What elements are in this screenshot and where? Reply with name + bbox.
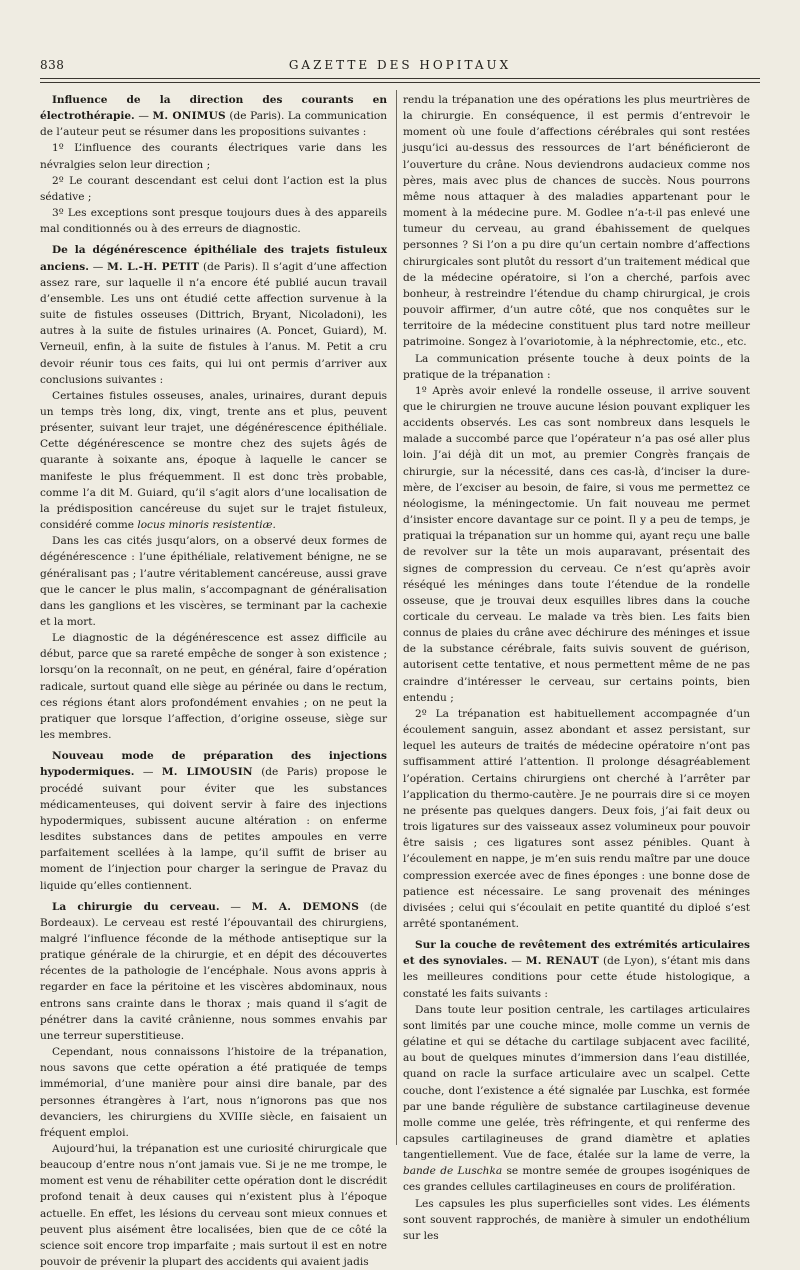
author-name: M. LIMOUSIN bbox=[161, 766, 253, 779]
section-heading: Sur la couche de revêtement des extrémités articulaires et des synoviales. bbox=[403, 939, 750, 968]
section-text: (de Bordeaux). Le cerveau est resté l’épouvantail des chirurgiens, malgré l’influence féconde de la méthode antiseptique sur la pratique générale de la chirurgie, et en dépit des découvertes récentes de la pathologie de l’encéphale. Nous avons appris à regarder en face la péritoine et les viscères abdominaux, nous entrons sans crainte dans le thorax ; mais quand il s’agit de pénétrer dans la cavité crânienne, nous sommes envahis par une terreur superstitieuse. bbox=[40, 900, 387, 1042]
running-title: GAZETTE DES HOPITAUX bbox=[288, 58, 512, 72]
page-header bbox=[40, 58, 760, 78]
header-rule bbox=[40, 78, 760, 79]
paragraph: Aujourd’hui, la trépanation est une curiosité chirurgicale que beaucoup d’entre nous n’ont jamais vue. Si je ne me trompe, le moment est venu de réhabiliter cette opération dont le discrédit profond tenait à deux causes qui n’existent plus à l’époque actuelle. En effet, les lésions du cerveau sont mieux connues et peuvent plus aisément être localisées, bien que de ce côté la science soit encore trop imparfaite ; mais surtout il est en notre pouvoir de prévenir la plupart des accidents qui avaient jadis bbox=[40, 1143, 387, 1269]
section-heading: De la dégénérescence épithéliale des trajets fistuleux anciens. bbox=[40, 244, 387, 273]
paragraph-continued: rendu la trépanation une des opérations les plus meurtrières de la chirurgie. En conséquence, il est permis d’entrevoir le moment où une foule d’affections cérébrales qui sont restées jusqu’ici au-dessus des ressources de l’art bénéficieront de l’ouverture du crâne. Nous deviendrons audacieux comme nos pères, mais avec plus de chances de succès. Nous pourrons même nous attaquer à des maladies appartenant pour le moment à la médecine pure. M. Godlee n’a-t-il pas enlevé une tumeur du cerveau, au grand ébahissement de quelques personnes ? Si l’on a pu dire qu’un certain nombre d’affections chirurgicales sont plutôt du ressort d’un traitement médical que de la médecine opératoire, si l’on a cherché, parfois avec bonheur, à restreindre l’étendue du champ chirurgical, je crois pouvoir affirmer, d’un autre côté, que nos conquêtes sur le territoire de la médecine constituent plus tard notre meilleur patrimoine. Songez à l’ovariotomie, à la néphrectomie, etc., etc. bbox=[403, 94, 750, 349]
right-column bbox=[403, 92, 751, 1242]
dash: — bbox=[134, 766, 162, 779]
paragraph: 2º Le courant descendant est celui dont l’action est la plus sédative ; bbox=[40, 174, 387, 203]
paragraph: 1º Après avoir enlevé la rondelle osseuse, il arrive souvent que le chirurgien ne trouve aucune lésion pouvant expliquer les accidents observés. Les cas sont nombreux dans lesquels le malade a succombé parce que l’opérateur n’a pas osé aller plus loin. J’ai déjà dit un mot, au premier Congrès français de chirurgie, sur la nécessité, dans ces cas-là, d’inciser la dure-mère, de l’exciser au besoin, de faire, si vous me permettez ce néologisme, la méningectomie. Un fait nouveau me permet d’insister encore davantage sur ce point. Il y a peu de temps, je pratiquai la trépanation sur un homme qui, ayant reçu une balle de revolver sur la tête un mois auparavant, présentait des signes de compression du cerveau. Ce n’est qu’après avoir réséqué les méninges dans toute l’étendue de la rondelle osseuse, que je trouvai deux esquilles libres dans la couche corticale du cerveau. Le malade va très bien. Les faits bien connus de plaies du crâne avec déchirure des méninges et issue de la substance cérébrale, faits suivis souvent de guérison, autorisent cette tentative, et nous permettent même de ne pas craindre d’intéresser le cerveau, sur certains points, bien entendu ; bbox=[403, 384, 750, 704]
section-onimus bbox=[40, 92, 387, 140]
section-text: (de Lyon), s’étant mis dans les meilleures conditions pour cette étude histologique, a constaté les faits suivants : bbox=[403, 955, 751, 1000]
paragraph: Dans les cas cités jusqu’alors, on a observé deux formes de dégénérescence : l’une épithéliale, relativement bénigne, ne se généralisant pas ; l’autre véritablement cancéreuse, aussi grave que le cancer le plus malin, s’accompagnant de généralisation dans les ganglions et les viscères, se terminant par la cachexie et la mort. bbox=[40, 535, 387, 628]
author-name: M. A. DEMONS bbox=[251, 900, 360, 913]
paragraph: 3º Les exceptions sont presque toujours dues à des appareils mal conditionnés ou à des erreurs de diagnostic. bbox=[40, 207, 387, 236]
section-text: (de Paris). La communication de l’auteur peut se résumer dans les propositions suivantes : bbox=[40, 110, 387, 139]
italic-term: bande de Luschka bbox=[403, 1165, 503, 1178]
left-column bbox=[40, 92, 387, 1269]
author-name: M. L.-H. PETIT bbox=[107, 260, 200, 273]
paragraph bbox=[40, 388, 387, 533]
section-limousin bbox=[40, 748, 387, 893]
paragraph-text: se montre semée de groupes isogéniques de ces grandes cellules cartilagineuses en cours de prolifération. bbox=[403, 1165, 750, 1194]
dash: — bbox=[507, 955, 526, 968]
paragraph: 1º L’influence des courants électriques varie dans les névralgies selon leur direction ; bbox=[40, 142, 387, 171]
dash: — bbox=[88, 260, 108, 273]
section-heading: Influence de la direction des courants en électrothérapie. bbox=[40, 94, 387, 123]
section-renaut bbox=[403, 937, 750, 1002]
paragraph: Le diagnostic de la dégénérescence est assez difficile au début, parce que sa rareté empêche de songer à son existence ; lorsqu’on la reconnaît, on ne peut, en général, faire d’opération radicale, surtout quand elle siège au périnée ou dans le rectum, ces régions étant alors profondément envahies ; on ne peut la pratiquer que lorsque l’affection, d’origine osseuse, siège sur les membres. bbox=[40, 632, 387, 742]
paragraph: 2º La trépanation est habituellement accompagnée d’un écoulement sanguin, assez abondant et assez persistant, sur lequel les auteurs de traités de médecine opératoire n’ont pas suffisamment attiré l’attention. Il prolonge désagréablement l’opération. Certains chirurgiens ont cherché à l’arrêter par l’application du thermo-cautère. Je ne pourrais dire si ce moyen ne présente pas quelques dangers. Deux fois, j’ai fait deux ou trois ligatures sur des vaisseaux assez volumineux pour pouvoir être saisis ; ces ligatures sont assez pénibles. Quant à l’écoulement en nappe, je m’en suis rendu maître par une douce compression exercée avec de fines éponges : une bonne dose de patience est nécessaire. Le sang provenait des méninges divisées ; celui qui s’écoulait en petite quantité du diploé s’est arrêté spontanément. bbox=[403, 707, 750, 930]
section-text: (de Paris) propose le procédé suivant pour éviter que les substances médicamenteuses, qui doivent servir à faire des injections hypodermiques, subissent aucune altération : on enferme lesdites substances dans de petites ampoules en verre parfaitement scellées à la lampe, qu’il suffit de briser au moment de l’injection pour charger la seringue de Pravaz du liquide qu’elles contiennent. bbox=[40, 766, 387, 892]
paragraph-text: Dans toute leur position centrale, les cartilages articulaires sont limités par une couche mince, molle comme un vernis de gélatine et qui se détache du cartilage subjacent avec facilité, au bout de quelques minutes d’immersion dans l’eau distillée, quand on racle la surface articulaire avec un scalpel. Cette couche, dont l’existence a été signalée par Luschka, est formée par une bande régulière de substance cartilagineuse devenue molle comme une gelée, très réfringente, et qui renferme des capsules cartilagineuses de grand diamètre et aplaties tangentiellement. Vue de face, étalée sur la lame de verre, la bbox=[403, 1003, 750, 1162]
dash: — bbox=[219, 900, 252, 913]
page-number: 838 bbox=[40, 58, 65, 72]
section-demons bbox=[40, 899, 387, 1044]
column-divider bbox=[396, 90, 397, 1145]
paragraph: Cependant, nous connaissons l’histoire de la trépanation, nous savons que cette opération a été pratiquée de temps immémorial, d’une manière pour ainsi dire banale, par des personnes étrangères à l’art, nous n’ignorons pas que nos devanciers, les chirurgiens du XVIIIe siècle, en faisaient un fréquent emploi. bbox=[40, 1046, 387, 1139]
section-heading: Nouveau mode de préparation des injections hypodermiques. bbox=[40, 750, 387, 779]
latin-phrase: locus minoris resistentiæ. bbox=[137, 519, 276, 532]
section-text: (de Paris). Il s’agit d’une affection assez rare, sur laquelle il n’a encore été publié aucun travail d’ensemble. Les uns ont étudié cette affection survenue à la suite de fistules osseuses (Dittrich, Bryant, Nicoladoni), les autres à la suite de fistules urinaires (A. Poncet, Guiard), M. Verneuil, enfin, à la suite de fistules à l’anus. M. Petit a cru devoir réunir tous ces faits, qui lui ont permis d’arriver aux conclusions suivantes : bbox=[40, 260, 387, 386]
paragraph: Les capsules les plus superficielles sont vides. Les éléments sont souvent rapprochés, de manière à simuler un endothélium sur les bbox=[403, 1197, 750, 1242]
section-heading: La chirurgie du cerveau. bbox=[52, 900, 220, 913]
section-petit bbox=[40, 242, 387, 387]
author-name: M. ONIMUS bbox=[152, 110, 226, 123]
paragraph bbox=[403, 1002, 750, 1196]
header-rule-double bbox=[40, 82, 760, 83]
paragraph-text: Certaines fistules osseuses, anales, urinaires, durant depuis un temps très long, dix, vingt, trente ans et plus, peuvent présenter, suivant leur trajet, une dégénérescence épithéliale. Cette dégénérescence se montre chez des sujets âgés de quarante à soixante ans, époque à laquelle le cancer se manifeste le plus fréquemment. Il est donc très probable, comme l’a dit M. Guiard, qu’il s’agit alors d’une localisation de la prédisposition cancéreuse du sujet sur le trajet fistuleux, considéré comme bbox=[40, 389, 387, 532]
paragraph: La communication présente touche à deux points de la pratique de la trépanation : bbox=[403, 352, 750, 381]
author-name: M. RENAUT bbox=[525, 955, 599, 968]
dash: — bbox=[134, 110, 153, 123]
